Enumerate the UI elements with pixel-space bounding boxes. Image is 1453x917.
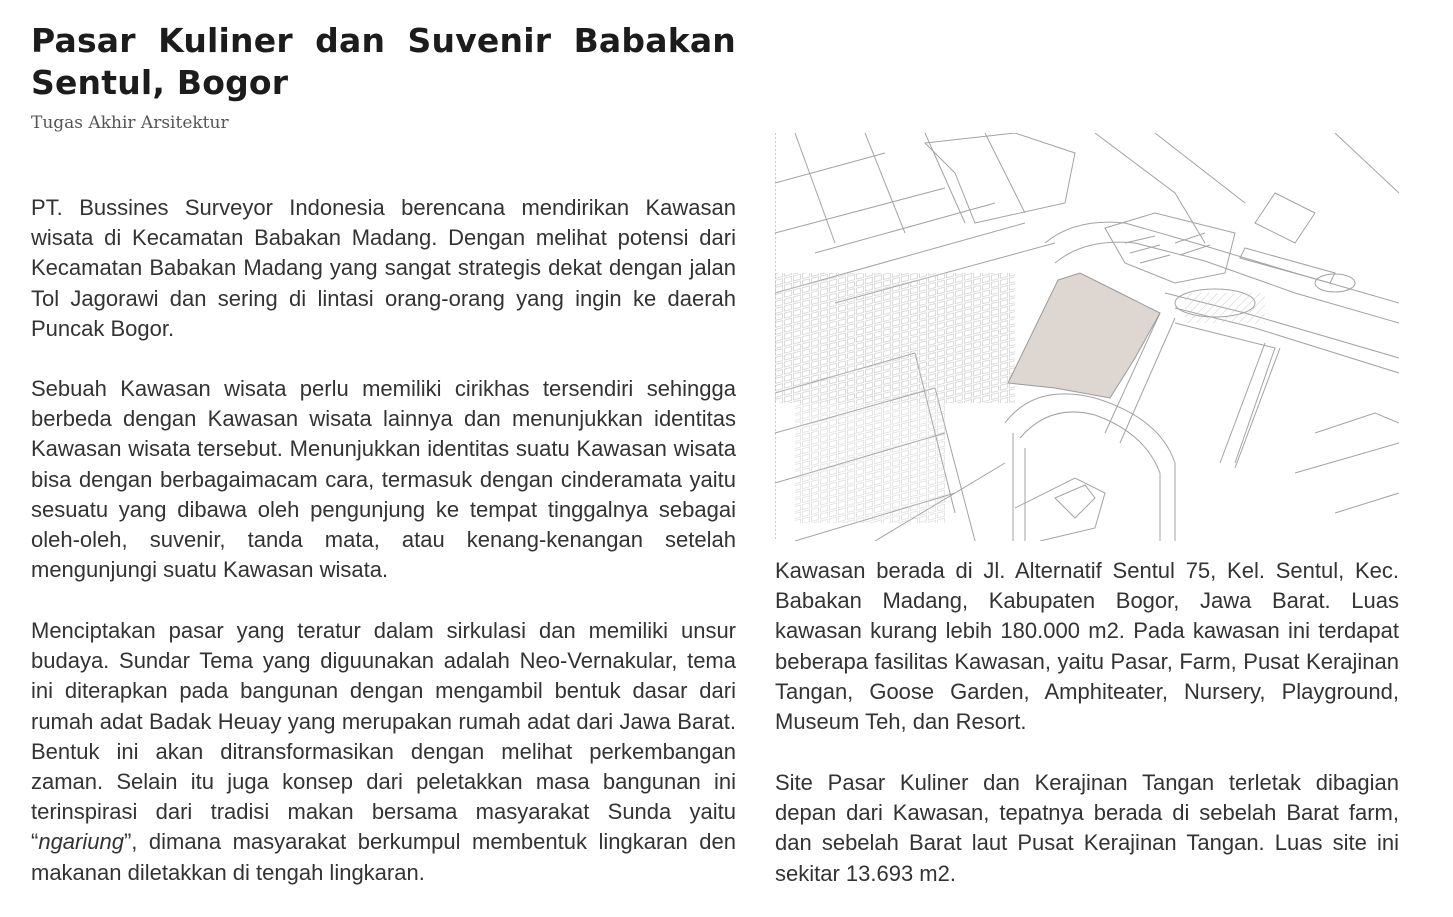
site-plan-map <box>775 133 1399 541</box>
page-subtitle: Tugas Akhir Arsitektur <box>31 113 229 133</box>
site-plan-drawing <box>775 133 1399 541</box>
location-paragraph: Kawasan berada di Jl. Alternatif Sentul 75, Kel. Sentul, Kec. Babakan Madang, Kabupaten Bogor, Jawa Barat. Luas kawasan kurang lebih 180.000 m2. Pada kawasan ini terdapat beberapa fasilitas Kawasan, yaitu Pasar, Farm, Pusat Kerajinan Tangan, Goose Garden, Amphiteater, Nursery, Playground, Museum Teh, dan Resort. <box>775 558 1399 735</box>
page-title: Pasar Kuliner dan Suvenir Babakan Sentul, Bogor <box>31 21 736 102</box>
identity-paragraph: Sebuah Kawasan wisata perlu memiliki cirikhas tersendiri sehingga berbeda dengan Kawasan wisata lainnya dan menunjukkan identitas Kawasan wisata tersebut. Menunjukkan identitas suatu Kawasan wisata bisa dengan berbagaimacam cara, termasuk dengan cinderamata yaitu sesuatu yang dibawa oleh pengunjung ke tempat tinggalnya sebagai oleh-oleh, suvenir, tanda mata, atau kenang-kenangan setelah mengunjungi suatu Kawasan wisata. <box>31 376 736 583</box>
site-paragraph: Site Pasar Kuliner dan Kerajinan Tangan terletak dibagian depan dari Kawasan, tepatnya berada di sebelah Barat farm, dan sebelah Barat laut Pusat Kerajinan Tangan. Luas site ini sekitar 13.693 m2. <box>775 770 1399 886</box>
site-highlight <box>1008 273 1160 398</box>
concept-text-end: ”, dimana masyarakat berkumpul membentuk lingkaran den makanan diletakkan di tengah lingkaran. <box>31 829 736 885</box>
concept-text-start: Menciptakan pasar yang teratur dalam sirkulasi dan memiliki unsur budaya. Sundar Tema yang diguunakan adalah Neo-Vernakular, tema ini diterapkan pada bangunan dengan mengambil bentuk dasar dari rumah adat Badak Heuay yang merupakan rumah adat dari Jawa Barat. Bentuk ini akan ditransformasikan dengan melihat perkembangan zaman. Selain itu juga konsep dari peletakkan masa bangunan ini terinspirasi dari tradisi makan bersama masyarakat Sunda yaitu “ <box>31 618 736 855</box>
intro-paragraph: PT. Bussines Surveyor Indonesia berencana mendirikan Kawasan wisata di Kecamatan Babakan Madang. Dengan melihat potensi dari Kecamatan Babakan Madang yang sangat strategis dekat dengan jalan Tol Jagorawi dan sering di lintasi orang-orang yang ingin ke daerah Puncak Bogor. <box>31 195 736 341</box>
ngariung-term: ngariung <box>38 829 124 855</box>
concept-paragraph <box>31 616 736 888</box>
